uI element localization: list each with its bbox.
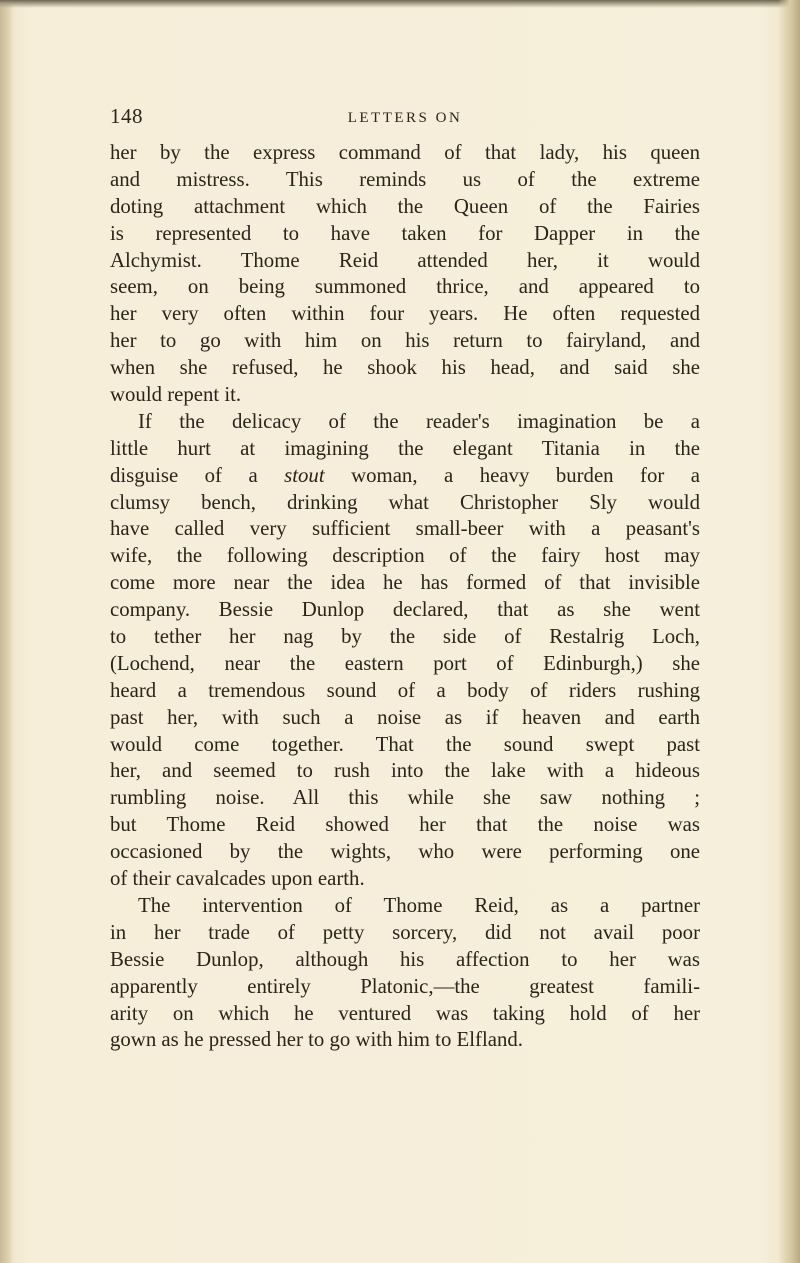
text-line: her by the express command of that lady, his queen <box>110 141 700 164</box>
text-line: when she refused, he shook his head, and said she <box>110 356 700 380</box>
page-top-edge <box>0 0 800 8</box>
text-line: (Lochend, near the eastern port of Edinburgh,) she <box>110 651 700 675</box>
text-line: would repent it. <box>110 383 242 407</box>
text-line: heard a tremendous sound of a body of riders rushing <box>110 678 700 702</box>
running-head: LETTERS ON <box>347 110 463 126</box>
text-line: apparently entirely Platonic,—the greatest famili- <box>110 974 700 998</box>
text-line: come more near the idea he has formed of that invisible <box>110 571 700 595</box>
text-line: Alchymist. Thome Reid attended her, it would <box>110 248 700 272</box>
text-line: arity on which he ventured was taking hold of her <box>110 1001 700 1025</box>
text-line: gown as he pressed her to go with him to Elfland. <box>110 1028 523 1052</box>
text-line: little hurt at imagining the elegant Titania in the <box>110 436 700 460</box>
page-number: 148 <box>110 104 143 128</box>
text-line: If the delicacy of the reader's imagination be a <box>138 409 700 433</box>
page-binding-shadow <box>0 0 14 1263</box>
text-segment: disguise of a <box>110 463 258 487</box>
text-line: company. Bessie Dunlop declared, that as she went <box>110 598 700 622</box>
text-line: her, and seemed to rush into the lake with a hideous <box>110 759 700 783</box>
body-text <box>110 140 700 1054</box>
text-line: would come together. That the sound swept past <box>110 732 700 756</box>
text-line: occasioned by the wights, who were performing one <box>110 840 700 864</box>
text-line-with-emphasis <box>110 463 700 490</box>
text-line: her to go with him on his return to fairyland, and <box>110 329 700 353</box>
text-line: clumsy bench, drinking what Christopher Sly would <box>110 490 700 514</box>
text-line: have called very sufficient small-beer with a peasant's <box>110 517 700 541</box>
text-line: rumbling noise. All this while she saw nothing ; <box>110 786 700 810</box>
page-right-edge <box>778 0 800 1263</box>
text-line: seem, on being summoned thrice, and appeared to <box>110 275 700 299</box>
text-line: doting attachment which the Queen of the Fairies <box>110 194 700 218</box>
page-header <box>110 104 700 140</box>
text-line: to tether her nag by the side of Restalrig Loch, <box>110 625 700 649</box>
emphasis-word: stout <box>284 463 325 487</box>
text-line: in her trade of petty sorcery, did not avail poor <box>110 920 700 944</box>
text-line: The intervention of Thome Reid, as a partner <box>138 893 700 917</box>
text-segment: woman, a heavy burden for a <box>351 463 701 487</box>
text-line: Bessie Dunlop, although his affection to her was <box>110 947 700 971</box>
text-line: but Thome Reid showed her that the noise was <box>110 813 700 837</box>
text-line: wife, the following description of the fairy host may <box>110 544 700 568</box>
text-line: her very often within four years. He often requested <box>110 302 700 326</box>
text-line: of their cavalcades upon earth. <box>110 867 365 891</box>
text-line: past her, with such a noise as if heaven and earth <box>110 705 700 729</box>
text-line: and mistress. This reminds us of the extreme <box>110 167 700 191</box>
text-line: is represented to have taken for Dapper in the <box>110 221 700 245</box>
